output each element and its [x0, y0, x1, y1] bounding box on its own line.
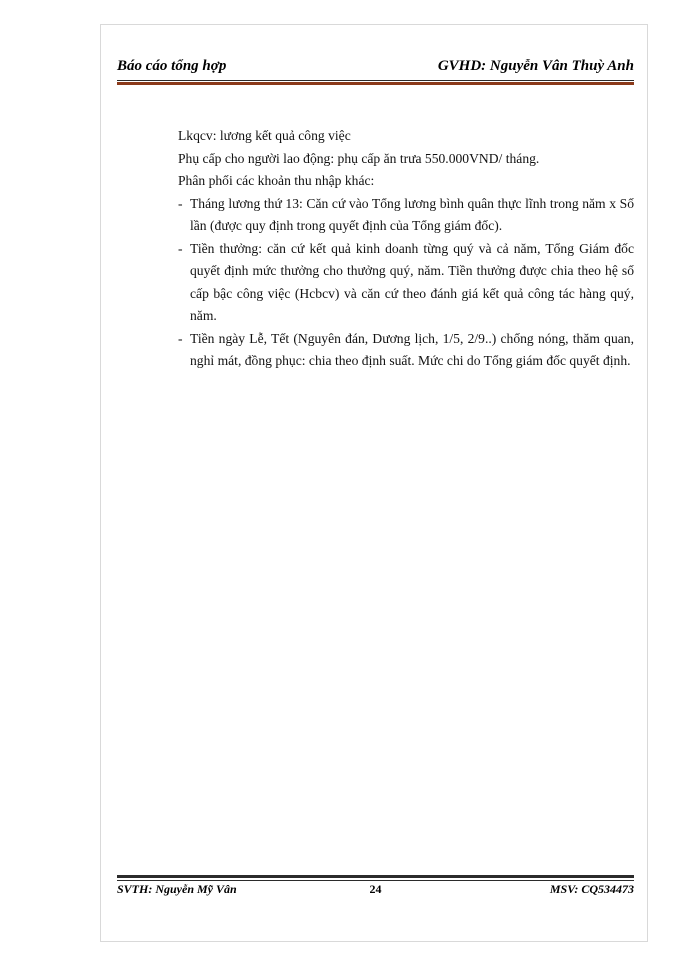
bullet-text: Tiền ngày Lễ, Tết (Nguyên đán, Dương lịch, 1/5, 2/9..) chống nóng, thăm quan, nghỉ mát, đồng phục: chia theo định suất. Mức chi do Tổng giám đốc quyết định.: [190, 330, 634, 368]
page-number: 24: [369, 882, 382, 896]
body-line: Phân phối các khoản thu nhập khác:: [178, 173, 375, 188]
bullet-dash: -: [178, 240, 183, 256]
page-footer: [117, 882, 634, 898]
footer-student-id: MSV: CQ534473: [549, 882, 634, 896]
header-report-title: Báo cáo tổng hợp: [117, 58, 227, 74]
footer-student: SVTH: Nguyễn Mỹ Vân: [117, 882, 237, 896]
bullet-text: Tháng lương thứ 13: Căn cứ vào Tổng lương bình quân thực lĩnh trong năm x Số lần (được quy định trong quyết định của Tổng giám đốc).: [190, 195, 634, 233]
body-line: Phụ cấp cho người lao động: phụ cấp ăn trưa 550.000VND/ tháng.: [178, 150, 540, 166]
bullet-item: [178, 328, 634, 373]
bullet-dash: -: [178, 330, 183, 346]
page-header: [117, 58, 634, 78]
header-supervisor: GVHD: Nguyễn Vân Thuỳ Anh: [437, 58, 634, 74]
bullet-item: [178, 238, 634, 328]
bullet-item: [178, 193, 634, 238]
body-text: [178, 125, 634, 373]
bullet-text: Tiền thưởng: căn cứ kết quả kinh doanh từng quý và cả năm, Tổng Giám đốc quyết định mức thưởng cho thưởng quý, năm. Tiền thưởng được chia theo hệ số cấp bậc công việc (Hcbcv) và căn cứ theo đánh giá kết quả công tác hàng quý, năm.: [190, 240, 634, 323]
header-rule-thin: [117, 80, 634, 81]
body-line: Lkqcv: lương kết quả công việc: [178, 128, 351, 143]
header-rule-thick: [117, 82, 634, 85]
footer-rule-thin: [117, 880, 634, 881]
footer-rule-thick: [117, 875, 634, 878]
bullet-dash: -: [178, 195, 183, 211]
